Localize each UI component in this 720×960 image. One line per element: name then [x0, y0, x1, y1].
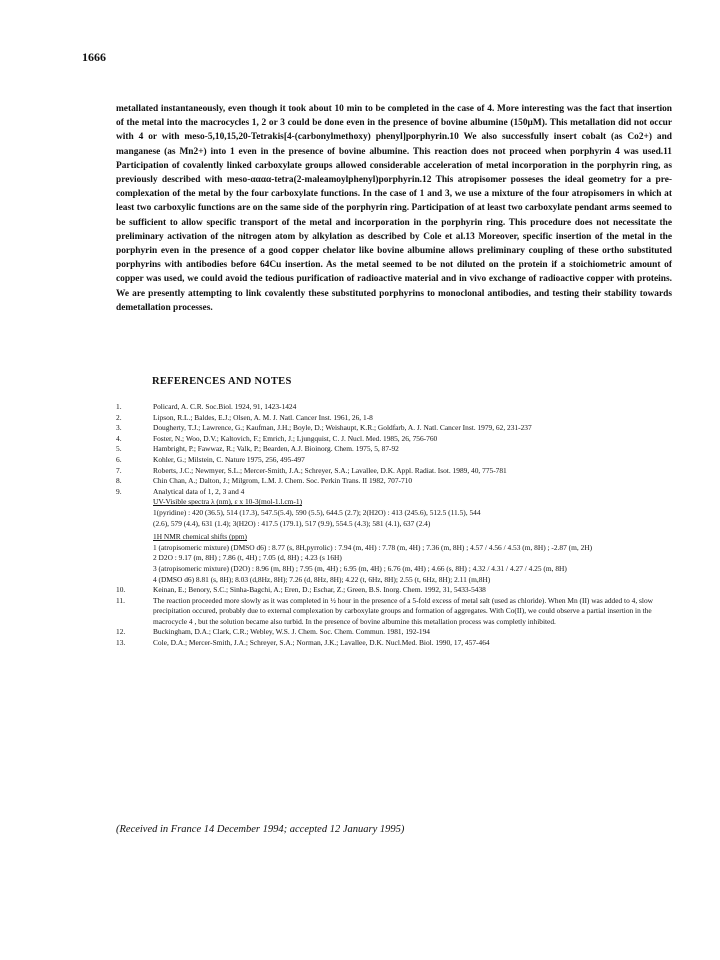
uv-spectra-line: (2.6), 579 (4.4), 631 (1.4); 3(H2O) : 417.5 (179.1), 517 (9.9), 554.5 (4.3); 581 (4.1), 637 (2.4) [153, 518, 431, 528]
reference-item [116, 423, 672, 434]
nmr-heading: 1H NMR chemical shifts (ppm) [153, 532, 248, 542]
page-number: 1666 [82, 50, 106, 64]
received-note: (Received in France 14 December 1994; accepted 12 January 1995) [116, 824, 405, 835]
reference-text: Roberts, J.C.; Newmyer, S.L.; Mercer-Smith, J.A.; Schreyer, S.A.; Lavallee, D.K. Appl. Radiat. Isot. 1989, 40, 775-781 [153, 465, 507, 475]
reference-number: 1. [116, 402, 122, 411]
reference-item [116, 444, 672, 455]
reference-item [116, 402, 672, 413]
analytical-data [153, 497, 672, 585]
nmr-line: 4 (DMSO d6) 8.81 (s, 8H); 8.03 (d,8Hz, 8H); 7.26 (d, 8Hz, 8H); 4.22 (t, 6Hz, 8H); 2.55 (t, 6Hz, 8H); 2.11 (m,8H) [153, 574, 491, 584]
reference-text: Lipson, R.L.; Baldes, E.J.; Olsen, A. M. J. Natl. Cancer Inst. 1961, 26, 1-8 [153, 412, 373, 422]
reference-item [116, 487, 672, 498]
reference-number: 2. [116, 412, 122, 422]
reference-text: Buckingham, D.A.; Clark, C.R.; Webley, W.S. J. Chem. Soc. Chem. Commun. 1981, 192-194 [153, 627, 430, 637]
reference-number: 6. [116, 454, 122, 464]
nmr-line: 2 D2O : 9.17 (m, 8H) ; 7.86 (t, 4H) ; 7.05 (d, 8H) ; 4.23 (s 16H) [153, 553, 342, 563]
reference-text: Keinan, E.; Benory, S.C.; Sinha-Bagchi, A.; Eren, D.; Eschar, Z.; Green, B.S. Inorg. Chem. 1992, 31, 5433-5438 [153, 585, 486, 595]
reference-text: Kohler, G.; Milstein, C. Nature 1975, 256, 495-497 [153, 454, 305, 464]
reference-text: Cole, D.A.; Mercer-Smith, J.A.; Schreyer, S.A.; Norman, J.K.; Lavallee, D.K. Nucl.Med. Biol. 1990, 17, 457-464 [153, 638, 490, 648]
reference-item [116, 596, 672, 628]
references-heading: REFERENCES AND NOTES [152, 376, 292, 387]
reference-number: 3. [116, 423, 122, 433]
reference-item [116, 434, 672, 445]
reference-text: The reaction proceeded more slowly as it was completed in ½ hour in the presence of a 5-fold excess of metal salt (used as chloride). When Mn (II) was added to 4, slow precipitation occured, probably due to external complexation by carboxylate groups and formation of aggregates. With Co(II), we could observe a partial insertion in the macrocycle 4 , but the solution became also turbid. In the presence of bovine albumine this metallation process was completly inhibited. [153, 595, 654, 626]
reference-number: 8. [116, 476, 122, 486]
reference-number: 12. [116, 627, 126, 637]
reference-number: 7. [116, 465, 122, 475]
reference-item [116, 413, 672, 424]
reference-number: 13. [116, 638, 126, 648]
reference-number: 4. [116, 433, 122, 443]
reference-number: 9. [116, 486, 122, 496]
reference-text: Policard, A. C.R. Soc.Biol. 1924, 91, 1423-1424 [153, 402, 297, 411]
uv-spectra-heading: UV-Visible spectra λ (nm), ε x 10-3(mol-1.l.cm-1) [153, 497, 303, 507]
reference-text: Foster, N.; Woo, D.V.; Kaltovich, F.; Emrich, J.; Ljungquist, C. J. Nucl. Med. 1985, 26, 756-760 [153, 433, 438, 443]
reference-item [116, 476, 672, 487]
reference-text: Dougherty, T.J.; Lawrence, G.; Kaufman, J.H.; Boyle, D.; Weishaupt, K.R.; Goldfarb, A. J. Natl. Cancer Inst. 1979, 62, 231-237 [153, 423, 532, 433]
reference-text: Chin Chan, A.; Dalton, J.; Milgrom, L.M. J. Chem. Soc. Perkin Trans. II 1982, 707-710 [153, 476, 413, 486]
reference-text: Hambright, P.; Fawwaz, R.; Valk, P.; Bearden, A.J. Bioinorg. Chem. 1975, 5, 87-92 [153, 444, 399, 454]
uv-spectra-line: 1(pyridine) : 420 (36.5), 514 (17.3), 547.5(5.4), 590 (5.5), 644.5 (2.7); 2(H2O) : 413 (245.6), 512.5 (11.5), 544 [153, 507, 481, 517]
reference-number: 5. [116, 444, 122, 454]
reference-item [116, 585, 672, 596]
reference-item [116, 466, 672, 477]
reference-item [116, 627, 672, 638]
nmr-line: 3 (atropisomeric mixture) (D2O) : 8.96 (m, 8H) ; 7.95 (m, 4H) ; 6.95 (m, 4H) ; 6.76 (m, 4H) ; 4.66 (s, 8H) ; 4.32 / 4.31 / 4.27 / 4.25 (m, 8H) [153, 563, 567, 573]
reference-text: Analytical data of 1, 2, 3 and 4 [153, 486, 245, 496]
nmr-line: 1 (atropisomeric mixture) (DMSO d6) : 8.77 (s, 8H,pyrrolic) : 7.94 (m, 4H) : 7.78 (m, 4H) ; 7.36 (m, 8H) ; 4.57 / 4.56 / 4.53 (m, 8H) ; -2.87 (m, 2H) [153, 542, 593, 552]
reference-item [116, 638, 672, 649]
reference-number: 11. [116, 595, 125, 605]
body-paragraph: metallated instantaneously, even though it took about 10 min to be completed in the case of 4. More interesting was the fact that insertion of the metal into the macrocycles 1, 2 or 3 could be done even in the presence of bovine albumine (150μM). This metallation did not occur with 4 or with meso-5,10,15,20-Tetrakis[4-(carbonylmethoxy) phenyl]porphyrin.10 We also successfully insert cobalt (as Co2+) and manganese (as Mn2+) into 1 even in the presence of bovine albumine. This reaction does not proceed when porphyrin 4 was used.11 Participation of covalently linked carboxylate groups allowed considerable acceleration of metal incorporation in the porphyrin ring, as previously described with meso-αααα-tetra(2-maleamoylphenyl)porphyrin.12 This atropisomer posseses the ideal geometry for a pre-complexation of the metal by the four carboxylate functions. In the case of 1 and 3, we use a mixture of the four atropisomers in which at least two carboxylic functions are on the same side of the porphyrin ring. Participation of at least two carboxylate pendant arms seemed to be sufficient to allow specific transport of the metal and incorporation in the porphyrin ring. This procedure does not necessitate the preliminary activation of the nitrogen atom by alkylation as described by Cole et al.13 Moreover, specific insertion of the metal in the porphyrin even in the presence of a good copper chelator like bovine albumine allows preliminary coupling of these ortho substituted porphyrins with antibodies before 64Cu insertion. As the metal seemed to be not diluted on the protein if a stoichiometric amount of copper was used, we could avoid the tedious purification of radioactive material and in vivo exchange of radioactive copper with proteins. We are presently attempting to link covalently these substituted porphyrins to monoclonal antibodies, and testing their stability towards demetallation processes. [116, 104, 672, 313]
references-list [116, 402, 672, 649]
reference-item [116, 455, 672, 466]
reference-number: 10. [116, 585, 126, 595]
